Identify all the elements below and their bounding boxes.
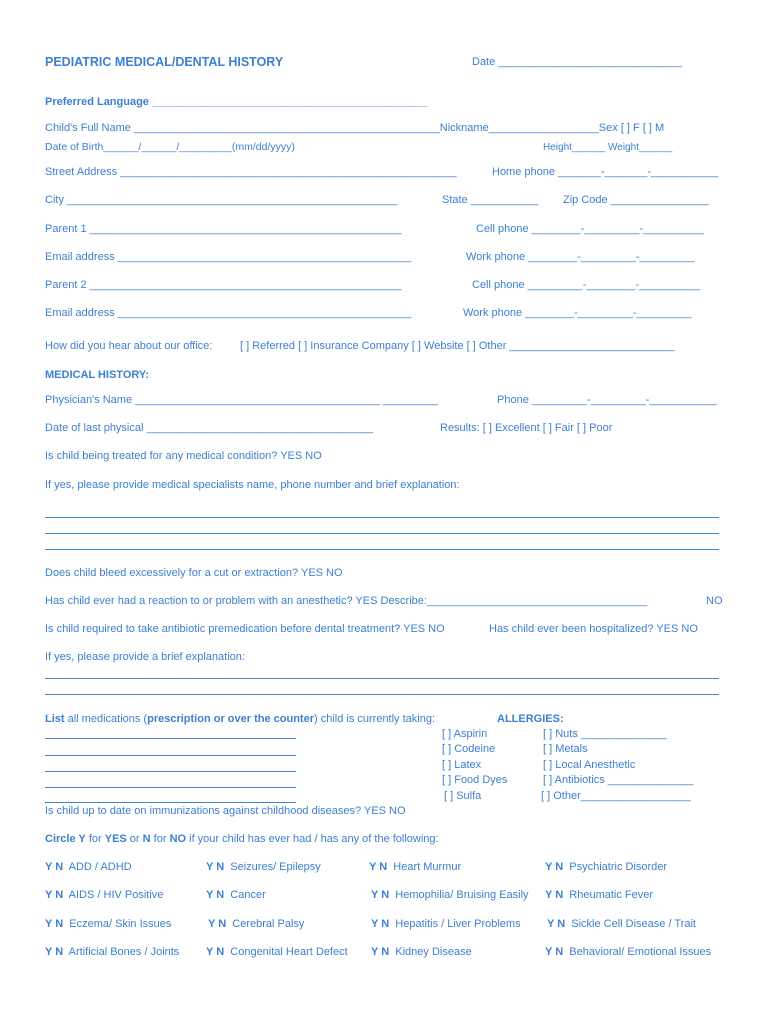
explanation-line-3[interactable] [45,549,719,550]
parent1-field[interactable]: Parent 1 ___________________________________________________ [45,223,402,235]
referral-question: How did you hear about our office: [45,340,213,352]
condition-label: Hepatitis / Liver Problems [395,918,521,930]
condition-label: Artificial Bones / Joints [68,946,180,958]
condition-label: Seizures/ Epilepsy [230,861,321,873]
hospital-explanation-line-1[interactable] [45,678,719,679]
yn-toggle[interactable]: Y N [371,946,390,958]
circle-text-3: for [150,833,170,845]
explanation-line-1[interactable] [45,517,719,518]
preferred-language-field[interactable]: Preferred Language _____________________________________________ [45,96,428,108]
explanation-line-2[interactable] [45,533,719,534]
medication-line-3[interactable] [45,771,296,772]
medication-line-5[interactable] [45,802,296,803]
bleeding-question[interactable]: Does child bleed excessively for a cut or extraction? YES NO [45,567,343,579]
circle-yes-label: YES [104,833,127,845]
circle-no-label: NO [169,833,187,845]
medications-prompt [45,714,435,725]
condition-label: Cerebral Palsy [232,918,305,930]
allergy-latex-checkbox[interactable]: [ ] Latex [442,759,482,771]
medications-prompt-list: List [45,713,65,725]
yn-toggle[interactable]: Y N [45,946,64,958]
form-title: PEDIATRIC MEDICAL/DENTAL HISTORY [45,55,284,69]
condition-cancer[interactable] [206,890,266,901]
condition-sickle-cell[interactable] [547,919,696,930]
allergy-food-dyes-checkbox[interactable]: [ ] Food Dyes [442,774,508,786]
last-physical-field[interactable]: Date of last physical _____________________________________ [45,422,373,434]
condition-label: Hemophilia/ Bruising Easily [395,889,529,901]
yn-toggle[interactable]: Y N [545,889,564,901]
allergy-metals-checkbox[interactable]: [ ] Metals [543,743,588,755]
condition-artificial-bones[interactable] [45,947,179,958]
parent1-cell-phone-field[interactable]: Cell phone ________-_________-__________ [476,223,705,235]
allergy-local-anesthetic-checkbox[interactable]: [ ] Local Anesthetic [543,759,636,771]
condition-seizures[interactable] [206,862,321,873]
condition-behavioral[interactable] [545,947,711,958]
immunization-question[interactable]: Is child up to date on immunizations against childhood diseases? YES NO [45,805,406,817]
medical-treatment-question[interactable]: Is child being treated for any medical condition? YES NO [45,450,322,462]
condition-rheumatic-fever[interactable] [545,890,653,901]
condition-heart-murmur[interactable] [369,862,461,873]
condition-psychiatric[interactable] [545,862,667,873]
physician-name-field[interactable]: Physician's Name ________________________________________ _________ [45,394,438,406]
condition-label: Cancer [230,889,266,901]
medical-history-heading: MEDICAL HISTORY: [45,369,150,381]
yn-toggle[interactable]: Y N [547,918,566,930]
anesthetic-question[interactable]: Has child ever had a reaction to or problem with an anesthetic? YES Describe:____________________________________ [45,595,648,607]
street-address-field[interactable]: Street Address _______________________________________________________ [45,166,457,178]
condition-label: Heart Murmur [393,861,462,873]
antibiotic-premedication-question[interactable]: Is child required to take antibiotic premedication before dental treatment? YES NO [45,623,445,635]
condition-hepatitis[interactable] [371,919,521,930]
condition-label: Rheumatic Fever [569,889,654,901]
allergy-nuts-checkbox[interactable]: [ ] Nuts ______________ [543,728,667,740]
circle-y-label: Circle Y [45,833,86,845]
allergy-other-checkbox[interactable]: [ ] Other__________________ [541,790,691,802]
hospitalized-question[interactable]: Has child ever been hospitalized? YES NO [489,623,698,635]
circle-text-2: or [126,833,143,845]
height-weight-field[interactable]: Height______ Weight______ [543,142,673,153]
condition-label: AIDS / HIV Positive [68,889,164,901]
condition-label: Psychiatric Disorder [569,861,668,873]
medication-line-2[interactable] [45,755,296,756]
circle-text-1: for [85,833,105,845]
condition-label: Eczema/ Skin Issues [69,918,172,930]
hospital-explanation-line-2[interactable] [45,694,719,695]
parent1-email-field[interactable]: Email address ________________________________________________ [45,251,412,263]
yn-toggle[interactable]: Y N [206,889,225,901]
yn-toggle[interactable]: Y N [45,861,64,873]
circle-n-label: N [142,833,151,845]
yn-toggle[interactable]: Y N [206,946,225,958]
state-field[interactable]: State ___________ [442,194,539,206]
specialist-explanation-prompt: If yes, please provide medical specialists name, phone number and brief explanation: [45,479,460,491]
allergy-codeine-checkbox[interactable]: [ ] Codeine [442,743,496,755]
parent2-cell-phone-field[interactable]: Cell phone _________-________-__________ [472,279,701,291]
circle-text-4: if your child has ever had / has any of the following: [186,833,439,845]
medications-prompt-mid: all medications ( [64,713,148,725]
medication-line-4[interactable] [45,787,296,788]
home-phone-field[interactable]: Home phone _______-_______-___________ [492,166,719,178]
yn-toggle[interactable]: Y N [45,918,64,930]
allergy-antibiotics-checkbox[interactable]: [ ] Antibiotics ______________ [543,774,694,786]
yn-toggle[interactable]: Y N [545,946,564,958]
condition-add-adhd[interactable] [45,862,132,873]
condition-kidney-disease[interactable] [371,947,472,958]
referral-options[interactable]: [ ] Referred [ ] Insurance Company [ ] Website [ ] Other ___________________________ [240,340,675,352]
condition-hemophilia[interactable] [371,890,529,901]
condition-label: Kidney Disease [395,946,472,958]
yn-toggle[interactable]: Y N [371,889,390,901]
parent2-field[interactable]: Parent 2 ___________________________________________________ [45,279,402,291]
condition-eczema[interactable] [45,919,171,930]
allergy-aspirin-checkbox[interactable]: [ ] Aspirin [442,728,488,740]
hospital-explanation-prompt: If yes, please provide a brief explanation: [45,651,245,663]
physician-phone-field[interactable]: Phone _________-_________-___________ [497,394,717,406]
parent2-work-phone-field[interactable]: Work phone ________-_________-_________ [463,307,692,319]
child-name-row[interactable]: Child's Full Name __________________________________________________Nickname__________________Sex [ ] F [ ] M [45,122,665,134]
condition-label: ADD / ADHD [68,861,132,873]
allergy-sulfa-checkbox[interactable]: [ ] Sulfa [444,790,482,802]
medications-prompt-end: ) child is currently taking: [313,713,436,725]
yn-toggle[interactable]: Y N [208,918,227,930]
city-field[interactable]: City ______________________________________________________ [45,194,398,206]
zip-code-field[interactable]: Zip Code ________________ [563,194,709,206]
yn-toggle[interactable]: Y N [371,918,390,930]
yn-toggle[interactable]: Y N [545,861,564,873]
medication-line-1[interactable] [45,738,296,739]
medications-prompt-bold: prescription or over the counter [147,713,314,725]
yn-toggle[interactable]: Y N [206,861,225,873]
yn-toggle[interactable]: Y N [45,889,64,901]
yn-toggle[interactable]: Y N [369,861,388,873]
circle-instructions [45,834,439,845]
parent1-work-phone-field[interactable]: Work phone ________-_________-_________ [466,251,695,263]
condition-label: Sickle Cell Disease / Trait [571,918,696,930]
condition-label: Congenital Heart Defect [230,946,348,958]
date-of-birth-field[interactable]: Date of Birth______/______/_________(mm/dd/yyyy) [45,141,295,153]
anesthetic-no-option[interactable]: NO [706,595,723,607]
date-field[interactable]: Date ______________________________ [472,56,682,68]
condition-cerebral-palsy[interactable] [208,919,304,930]
allergies-heading: ALLERGIES: [497,713,564,725]
physical-results-options[interactable]: Results: [ ] Excellent [ ] Fair [ ] Poor [440,422,613,434]
parent2-email-field[interactable]: Email address ________________________________________________ [45,307,412,319]
condition-congenital-heart[interactable] [206,947,348,958]
condition-label: Behavioral/ Emotional Issues [569,946,712,958]
condition-aids-hiv[interactable] [45,890,163,901]
